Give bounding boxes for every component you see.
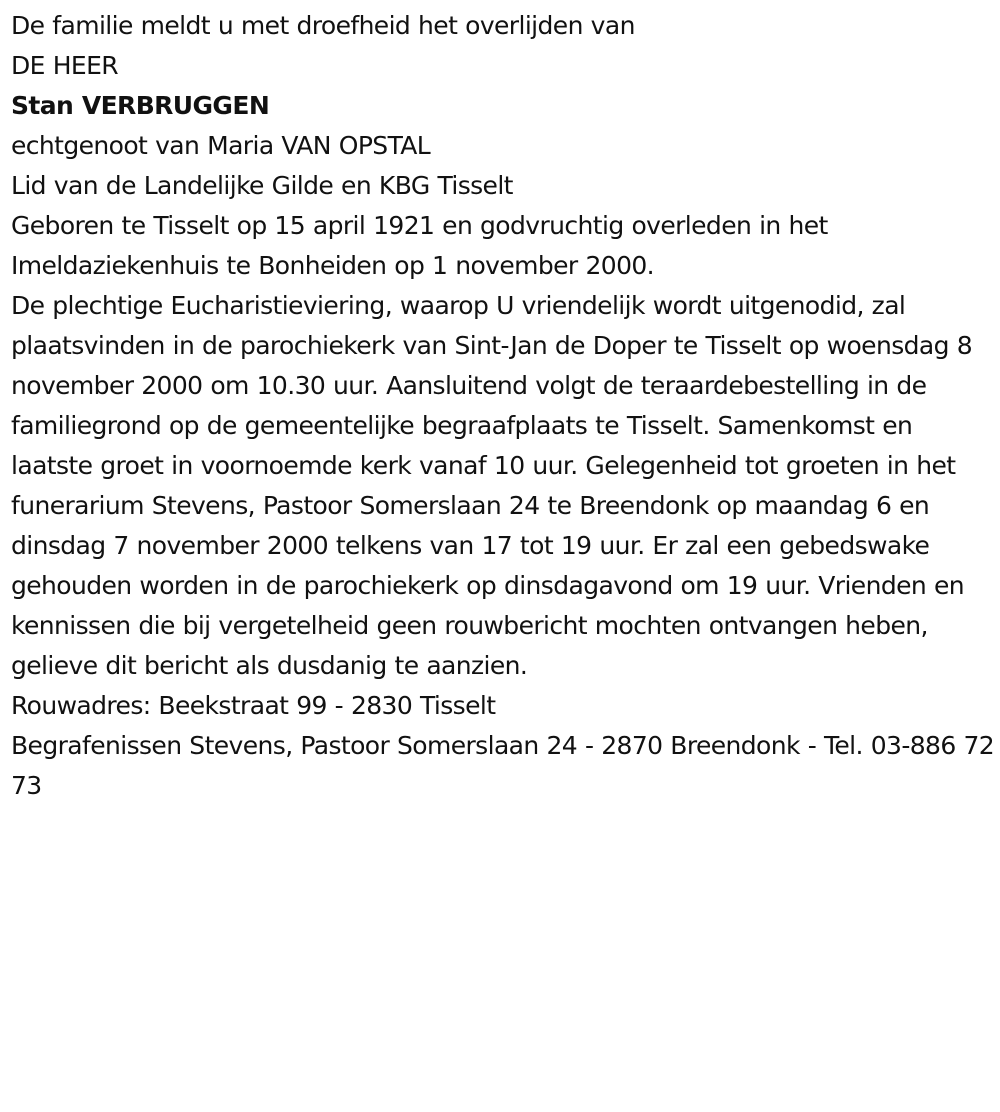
mourning-address: Rouwadres: Beekstraat 99 - 2830 Tisselt <box>11 691 496 720</box>
announcement-text: De familie meldt u met droefheid het overlijden van <box>11 11 635 40</box>
honorific-title: DE HEER <box>11 51 119 80</box>
deceased-name: Stan VERBRUGGEN <box>11 91 270 120</box>
birth-death-text: Geboren te Tisselt op 15 april 1921 en godvruchtig overleden in het Imeldaziekenhuis te Bonheiden op 1 november 2000. <box>11 211 828 280</box>
ceremony-text: De plechtige Eucharistieviering, waarop U vriendelijk wordt uitgenodid, zal plaatsvinden in de parochiekerk van Sint-Jan de Doper te Tisselt op woensdag 8 november 2000 om 10.30 uur. Aansluitend volgt de teraardebestelling in de familiegrond op de gemeentelijke begraafplaats te Tisselt. Samenkomst en laatste groet in voornoemde kerk vanaf 10 uur. Gelegenheid tot groeten in het funerarium Stevens, Pastoor Somerslaan 24 te Breendonk op maandag 6 en dinsdag 7 november 2000 telkens van 17 tot 19 uur. Er zal een gebedswake gehouden worden in de parochiekerk op dinsdagavond om 19 uur. Vrienden en kennissen die bij vergetelheid geen rouwbericht mochten ontvangen heben, gelieve dit bericht als dusdanig te aanzien. <box>11 291 973 680</box>
membership-text: Lid van de Landelijke Gilde en KBG Tisselt <box>11 171 513 200</box>
funeral-home-contact: Begrafenissen Stevens, Pastoor Somerslaan 24 - 2870 Breendonk - Tel. 03-886 72 73 <box>11 731 995 800</box>
obituary-document <box>11 6 996 806</box>
spouse-text: echtgenoot van Maria VAN OPSTAL <box>11 131 431 160</box>
